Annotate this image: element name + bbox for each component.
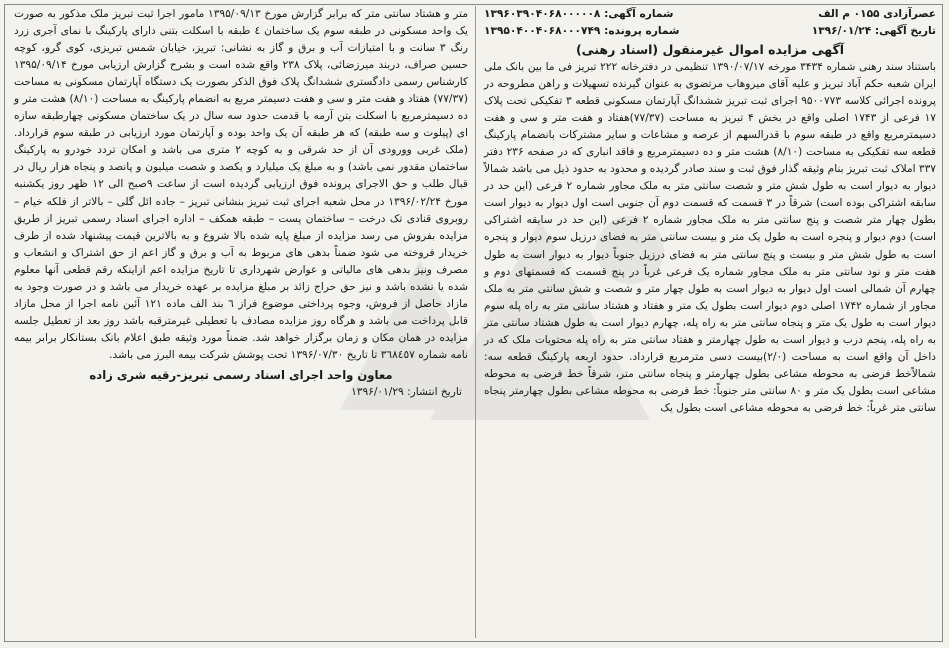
file-number: شماره پرونده: ۱۳۹۵۰۴۰۰۴۰۶۸۰۰۰۷۴۹	[484, 25, 680, 37]
ad-date: تاریخ آگهی: ۱۳۹۶/۰۱/۲۴	[811, 25, 936, 37]
left-column	[10, 6, 472, 401]
body-left-text: متر و هشتاد سانتی متر که برابر گزارش مورخ ۱۳۹۵/۰۹/۱۳ مامور اجرا ثبت تبریز ملک مذکور به صورت یک واحد مسکونی در طبقه سوم یک ساختمان ٤ طبقه با اسکلت بتنی دارای پارکینگ با نمای آجری زرد رنگ ۳ سانت و با امتیازات آب و برق و گاز به نشانی: تبریز، خیابان شمس تبریزی، کوی گرو، کوچه حسین صراف، دربند میرزضائی، پلاک ۲۳۸ واقع شده است و بشرح گزارش ارزیابی مورخ ۱۳۹۵/۰۹/۱۴ کارشناس رسمی دادگستری ششدانگ پلاک فوق الذکر بصورت یک دستگاه آپارتمان مسکونی به مساحت (۷۷/۳۷) هفتاد و هفت متر و سی و هفت دسیمتر مربع به انضمام پارکینگ به مساحت (۸/۱۰) هشت متر و ده دسیمترمربع با اسکلت بتن آرمه با قدمت حدود سه سال در یک ساختمان مسکونی چهارطبقه سازه ای (پیلوت و سه طبقه) که هر طبقه آن یک واحد بوده و آپارتمان مورد ارزیابی در طبقه سوم قرارداد. (ملک غربی وورودی آن از حد شرقی و به کوچه ۲ متری می باشد و امکان تردد خودرو به پارکینگ ساختمان مقدور نمی باشد) و به مبلغ یک میلیارد و یکصد و شصت میلیون و پانصد و پنجاه هزار ریال در قبال طلب و حق الاجرای پرونده فوق ارزیابی گردیده است از ساعت ۹صبح الی ۱۲ ظهر روز یکشنبه مورخ ۱۳۹۶/۰۲/۲۴ در محل شعبه اجرای ثبت تبریز بنشانی تبریز – جاده ائل گلی – بالاتر از فلکه خیام – روبروی قنادی تک درخت – ساختمان پست – طبقه همکف – اداره اجرای اسناد رسمی تبریز از طریق مزایده بفروش می رسد مزایده از مبلغ پایه شده بالا شروع و به بالاترین قیمت پیشنهاد شده از طرف خریدار فروخته می شود ضمناً بدهی های مربوط به آب و برق و گاز اعم از حق اشتراک و انشعاب و مصرف ونیز بدهی های مالیاتی و عوارض شهرداری تا تاریخ مزایده اعم ازاینکه رقم قطعی آنها معلوم شده یا نشده باشد و نیز حق حراج زائد بر مبلغ مزایده بر عهده خریدار می باشد و در صورت وجود به مازاد حاصل از فروش، وجوه پرداختی موضوع فراز ٦ بند الف ماده ۱۲۱ آئین نامه اجرا از محل مازاد قابل پرداخت می باشد و هرگاه روز مزایده مصادف با تعطیلی غیرمترقبه باشد روز بعد از تعطیل جلسه مزایده در همان مکان و زمان برگزار خواهد شد. ضمناً مورد وثیقه طبق اعلام بانک بستانکار برابر بیمه نامه شماره ۳٦٨٤٥٧ تا تاریخ ۱۳۹۶/۰۷/۳۰ تحت پوشش شرکت بیمه البرز می باشد.	[14, 8, 469, 361]
ad-number: شماره آگهی: ۱۳۹۶۰۳۹۰۴۰۶۸۰۰۰۰۰۸	[484, 8, 674, 20]
meta-row-1	[484, 6, 936, 23]
right-column	[480, 6, 940, 417]
newspaper-label: عصرآزادی ۰۱۵۵ م الف	[818, 8, 936, 20]
signature: معاون واحد اجرای اسناد رسمی تبریز-رقیه شری زاده	[89, 367, 393, 382]
body-right-text: باستناد سند رهنی شماره ۳۴۳۴ مورخه ۱۳۹۰/۰۷/۱۷ تنظیمی در دفترخانه ۲۲۲ تبریز فی ما بین بانک ملی ایران شعبه حکم آباد تبریز و علیه آقای میروهاب مرتضوی به عنوان گیرنده تسهیلات و راهن مطروحه در پرونده اجرائی کلاسه ۹۵۰۰۷۷۳ اجرای ثبت تبریز ششدانگ آپارتمان مسکونی قطعه ۳ تفکیکی تحت پلاک ۱۷ فرعی از ۱۷۴۳ اصلی واقع در بخش ۴ تبریز به مساحت (۷۷/۳۷)هفتاد و هفت متر و سی و هفت دسیمترمربع واقع در طبقه سوم با قدرالسهم از عرصه و مشاعات و سایر مشترکات بانضمام پارکینگ قطعه سه تفکیکی به مساحت (۸/۱۰) هشت متر و ده دسیمترمربع و فاقد انباری که در صفحه ۲۳۶ دفتر ۳۳۷ املاک ثبت تبریز بنام وثیقه گذار فوق ثبت و سند صادر گردیده و محدود به حدود ذیل می باشد شمالاً دیوار به دیوار است به طول شش متر و شصت سانتی متر به ملک مجاور شماره ۲ فرعی (این حد در سابقه اشتراکی بوده است) شرقاً در ۳ قسمت که قسمت دوم آن جنوبی است اول دیوار به دیوار است بطول چهار متر شصت و پنج سانتی متر به ملک مجاور شماره ۲ فرعی (این حد در سابقه اشتراکی است) دوم دیوار و پنجره است به طول یک متر و بیست سانتی متر به فضای درزیل سوم دیوار و پنجره است به طول شش متر و بیست و پنج سانتی متر به فضای درزیل جنوباً دیوار به دیوار است به طول هفت متر و نود سانتی متر به ملک مجاور شماره یک فرعی غرباً در پنج قسمت که قسمتهای دوم و چهارم آن شمالی است اول دیوار به دیوار است به طول چهار متر و شصت و شش سانتی متر به ملک مجاور از شماره ۱۷۴۲ اصلی دوم دیوار است بطول یک متر و هفتاد و هشتاد سانتی متر به راه پله سوم دیوار است به طول یک متر و پنجاه سانتی متر به راه پله، چهارم دیوار است به طول هشتاد سانتی متر به راه پله، پنجم درب و دیوار است به طول چهارمتر و هفتاد سانتی متر به راه پله محتویات ملک که در داخل آن واقع است به مساحت (۲/۰)بیست دسی مترمربع قرارداد. حدود اربعه پارکینگ قطعه سه: شمالاًخط فرضی به محوطه مشاعی بطول چهارمتر و پنجاه سانتی متر، شرقاً خط فرضی به محوطه مشاعی است بطول یک متر و ۸۰ سانتی متر جنوباً: خط فرضی به محوطه مشاعی بطول چهارمتر پنجاه سانتی متر غرباً: خط فرضی به محوطه مشاعی است بطول یک	[484, 61, 936, 414]
publish-date: تاریخ انتشار: ۱۳۹۶/۰۱/۲۹	[351, 385, 462, 398]
ad-title: آگهی مزایده اموال غیرمنقول (اسناد رهنی)	[575, 42, 845, 57]
meta-row-2	[484, 23, 936, 40]
column-divider	[475, 6, 476, 638]
